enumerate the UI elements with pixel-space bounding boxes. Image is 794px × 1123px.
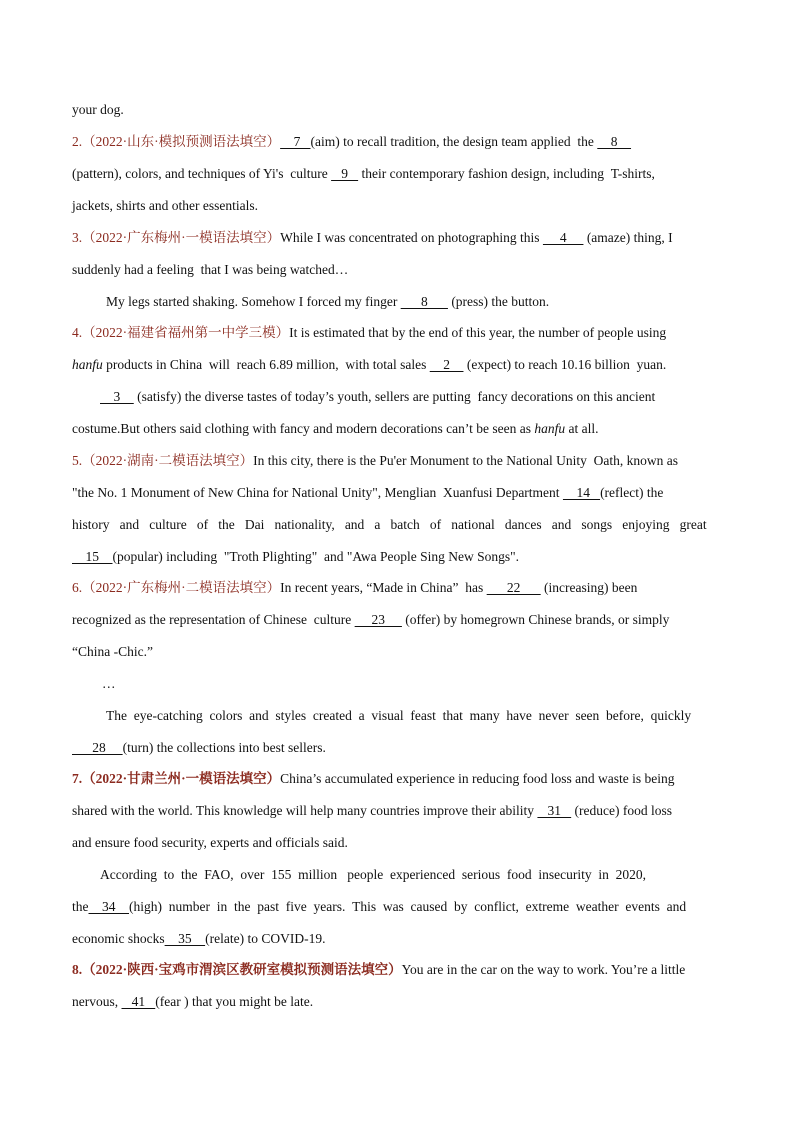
answer-blank: 8	[597, 134, 632, 149]
answer-blank: 41	[121, 994, 156, 1009]
question-7-line-5: the 34 (high) number in the past five years. This was caused by conflict, extreme weather events and	[72, 899, 687, 914]
answer-blank: 9	[331, 166, 359, 181]
question-source: 5.（2022·湖南·二模语法填空）	[72, 453, 254, 468]
question-4-line-1: 4.（2022·福建省福州第一中学三模）It is estimated that by the end of this year, the number of people using	[72, 325, 667, 340]
question-source: 6.（2022·广东梅州·二模语法填空）	[72, 580, 281, 595]
ellipsis-line: …	[102, 676, 116, 691]
question-7-line-2: shared with the world. This knowledge will help many countries improve their ability 31 (reduce) food loss	[72, 803, 673, 818]
question-6-line-1: 6.（2022·广东梅州·二模语法填空）In recent years, “Made in China” has 22 (increasing) been	[72, 580, 638, 595]
question-2-line-3: jackets, shirts and other essentials.	[72, 198, 258, 213]
question-6-line-2: recognized as the representation of Chinese culture 23 (offer) by homegrown Chinese brands, or simply	[72, 612, 670, 627]
answer-blank: 2	[429, 357, 464, 372]
question-3-line-3: My legs started shaking. Somehow I forced my finger 8 (press) the button.	[106, 294, 550, 309]
question-6-line-5: 28 (turn) the collections into best sellers.	[72, 740, 326, 755]
answer-blank: 14	[562, 485, 601, 500]
answer-blank: 23	[354, 612, 402, 627]
question-4-line-2: hanfu products in China will reach 6.89 million, with total sales 2 (expect) to reach 10.16 billion yuan.	[72, 357, 667, 372]
question-7-line-6: economic shocks 35 (relate) to COVID-19.	[72, 931, 326, 946]
question-4-line-4: costume.But others said clothing with fancy and modern decorations can’t be seen as hanfu at all.	[72, 421, 599, 436]
question-8-line-1: 8.（2022·陕西·宝鸡市渭滨区教研室模拟预测语法填空）You are in the car on the way to work. You’re a little	[72, 962, 686, 977]
question-7-line-1: 7.（2022·甘肃兰州·一模语法填空）China’s accumulated experience in reducing food loss and waste is being	[72, 771, 675, 786]
question-6-line-3: “China -Chic.”	[72, 644, 153, 659]
answer-blank: 7	[280, 134, 311, 149]
question-5-line-4: 15 (popular) including "Troth Plighting" and "Awa People Sing New Songs".	[72, 549, 520, 564]
question-source: 7.（2022·甘肃兰州·一模语法填空）	[72, 771, 281, 786]
answer-blank: 22	[486, 580, 541, 595]
answer-blank: 28	[72, 740, 123, 755]
question-source: 2.（2022·山东·模拟预测语法填空）	[72, 134, 281, 149]
question-2-line-2: (pattern), colors, and techniques of Yi's culture 9 their contemporary fashion design, including T-shirts,	[72, 166, 655, 181]
question-5-line-3: history and culture of the Dai nationality, and a batch of national dances and songs enjoying great	[72, 517, 707, 532]
answer-blank: 4	[542, 230, 584, 245]
question-8-line-2: nervous, 41 (fear ) that you might be late.	[72, 994, 314, 1009]
answer-blank: 34	[88, 899, 129, 914]
answer-blank: 31	[537, 803, 572, 818]
question-2-line-1: 2.（2022·山东·模拟预测语法填空） 7 (aim) to recall tradition, the design team applied the 8	[72, 134, 632, 149]
question-3-line-2: suddenly had a feeling that I was being watched…	[72, 262, 349, 277]
answer-blank: 3	[100, 389, 134, 404]
question-source: 4.（2022·福建省福州第一中学三模）	[72, 325, 290, 340]
question-source: 8.（2022·陕西·宝鸡市渭滨区教研室模拟预测语法填空）	[72, 962, 402, 977]
answer-blank: 8	[400, 294, 448, 309]
question-7-line-3: and ensure food security, experts and officials said.	[72, 835, 348, 850]
question-3-line-1: 3.（2022·广东梅州·一模语法填空）While I was concentrated on photographing this 4 (amaze) thing, I	[72, 230, 673, 245]
question-4-line-3: 3 (satisfy) the diverse tastes of today’s youth, sellers are putting fancy decorations on this ancient	[100, 389, 656, 404]
text-line: your dog.	[72, 102, 124, 117]
question-6-line-4: The eye-catching colors and styles created a visual feast that many have never seen before, quickly	[106, 708, 692, 723]
question-7-line-4: According to the FAO, over 155 million people experienced serious food insecurity in 2020,	[100, 867, 647, 882]
answer-blank: 15	[72, 549, 113, 564]
question-5-line-1: 5.（2022·湖南·二模语法填空）In this city, there is the Pu'er Monument to the National Unity Oath, known as	[72, 453, 678, 468]
question-5-line-2: "the No. 1 Monument of New China for National Unity", Menglian Xuanfusi Department 14 (reflect) the	[72, 485, 664, 500]
question-source: 3.（2022·广东梅州·一模语法填空）	[72, 230, 281, 245]
answer-blank: 35	[164, 931, 206, 946]
